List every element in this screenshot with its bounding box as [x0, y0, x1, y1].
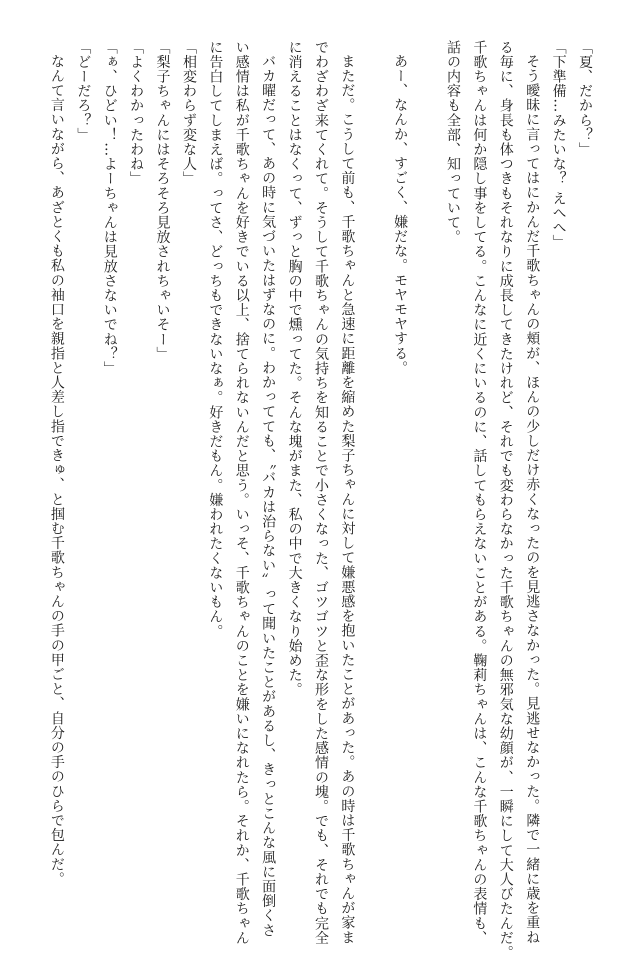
blank-line	[413, 40, 439, 860]
text-line: 「下準備…みたいな？ えへへ」	[550, 40, 567, 250]
text-line: 話の内容も全部、知っていて。	[444, 40, 461, 245]
text-line: 「夏、だから？」	[577, 40, 593, 157]
text-line: バカ曜だって、あの時に気づいたはずなのに。わかってても、〝バカは治らない〟って聞いたことがあるし、きっとこんな風に面倒くさ	[260, 54, 277, 938]
text-line: 「どーだろ？」	[75, 40, 92, 143]
text-line: に消えることはなくって、ずっと胸の中で燻ってた。そんな塊がまた、私の中で大きくなり始めた。	[286, 40, 303, 697]
text-line: る毎に、身長も体つきもそれなりに成長してきたけれど、それでも変わらなかった千歌ちゃんの無邪気な幼顔が、一瞬にして大人びたんだ。	[497, 40, 514, 960]
text-line: まただ。こうして前も、千歌ちゃんと急速に距離を縮めた梨子ちゃんに対して嫌悪感を抱いたことがあった。あの時は千歌ちゃんが家ま	[339, 54, 356, 945]
text-line: そう曖昧に言ってはにかんだ千歌ちゃんの頬が、ほんの少しだけ赤くなったのを見逃さなかった。見逃せなかった。隣で一緒に歳を重ね	[524, 54, 541, 945]
text-line: なんて言いながら、あざとくも私の袖口を親指と人差し指できゅ、と掴む千歌ちゃんの手の甲ごと、自分の手のひらで包んだ。	[48, 54, 65, 887]
text-line: に告白してしまえば。ってさ、どっちもできないなぁ。好きだもん。嫌われたくないもん。	[207, 40, 224, 639]
text-line: あー、なんか、すごく、嫌だな。モヤモヤする。	[392, 54, 409, 376]
text-line: 「相変わらず変な人」	[180, 40, 197, 186]
text-line: 「梨子ちゃんにはそろそろ見放されちゃいそー」	[154, 40, 171, 362]
text-line: 「よくわかったわね」	[128, 40, 145, 186]
text-line: い感情は私が千歌ちゃんを好きでいる以上、捨てられないんだと思う。いっそ、千歌ちゃんのことを嫌いになれたら。それか、千歌ちゃん	[233, 40, 250, 946]
vertical-text-body	[28, 40, 598, 960]
text-line: でわざわざ来てくれて。そうして千歌ちゃんの気持ちを知ることで小さくなった、ゴツゴツと歪な形をした感情の塊。でも、それでも完全	[312, 40, 329, 946]
text-line: 千歌ちゃんは何か隠し事をしてる。こんなに近くにいるのに、話してもらえないことがある。鞠莉ちゃんは、こんな千歌ちゃんの表情も、	[471, 40, 488, 946]
blank-line	[360, 40, 386, 860]
text-line: 「ぁ、ひどい！…よーちゃんは見放さないでね？」	[101, 40, 118, 376]
